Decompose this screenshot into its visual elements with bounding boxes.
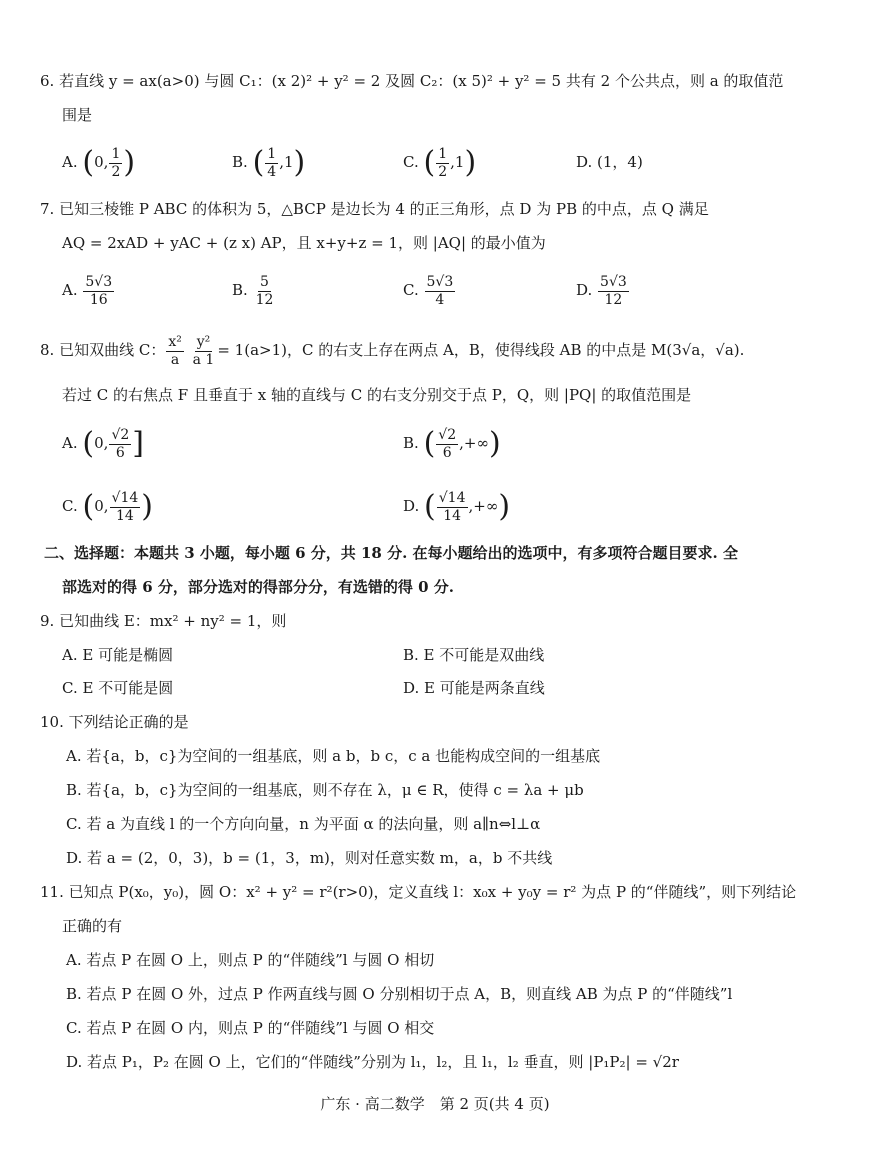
q11-option-c: C. 若点 P 在圆 O 内，则点 P 的“伴随线”l 与圆 O 相交 (66, 1019, 435, 1037)
q7-option-d: D. $\frac{5√3}{12}$ (576, 273, 627, 308)
q7-option-b: B. $\frac{5}{12}$ (232, 273, 274, 308)
q9-option-a: A. E 可能是椭圆 (62, 646, 174, 664)
q6-option-b: B. ( $\frac{1}{4}$ ,1) (232, 145, 306, 180)
q10-stem: 10. 下列结论正确的是 (40, 713, 189, 731)
q8-option-a: A. (0, $\frac{√2}{6}$ ] (62, 426, 144, 461)
q9-option-d: D. E 可能是两条直线 (403, 679, 545, 697)
q11-option-a: A. 若点 P 在圆 O 上，则点 P 的“伴随线”l 与圆 O 相切 (66, 951, 435, 969)
q6-stem-line1: 6. 若直线 y = ax(a>0) 与圆 C₁：(x 2)² + y² = 2 及圆 C₂：(x 5)² + y² = 5 共有 2 个公共点，则 a 的取值范 (40, 72, 784, 90)
q8-option-b: B. ( $\frac{√2}{6}$ ,+∞) (403, 426, 501, 461)
q7-option-c: C. $\frac{5√3}{4}$ (403, 273, 454, 308)
q10-option-a: A. 若{a，b，c}为空间的一组基底，则 a b，b c，c a 也能构成空间的一组基底 (66, 747, 601, 765)
q8-option-d: D. ( $\frac{√14}{14}$ ,+∞) (403, 489, 511, 524)
section2-header-line1: 二、选择题：本题共 3 小题，每小题 6 分，共 18 分. 在每小题给出的选项中，有多项符合题目要求. 全 (44, 544, 738, 562)
q7-stem-line1: 7. 已知三棱锥 P ABC 的体积为 5，△BCP 是边长为 4 的正三角形，点 D 为 PB 的中点，点 Q 满足 (40, 200, 709, 218)
q11-option-b: B. 若点 P 在圆 O 外，过点 P 作两直线与圆 O 分别相切于点 A，B，则直线 AB 为点 P 的“伴随线”l (66, 985, 733, 1003)
q11-stem-line2: 正确的有 (62, 917, 123, 935)
q7-option-a: A. $\frac{5√3}{16}$ (62, 273, 113, 308)
q11-option-d: D. 若点 P₁，P₂ 在圆 O 上，它们的“伴随线”分别为 l₁，l₂，且 l₁，l₂ 垂直，则 |P₁P₂| = √2r (66, 1053, 679, 1071)
q10-option-b: B. 若{a，b，c}为空间的一组基底，则不存在 λ，μ ∈ R，使得 c = λa + μb (66, 781, 584, 799)
page-footer: 广东 · 高二数学 第 2 页(共 4 页) (320, 1095, 550, 1113)
q6-stem-line2: 围是 (62, 106, 93, 124)
q9-option-c: C. E 不可能是圆 (62, 679, 174, 697)
q9-option-b: B. E 不可能是双曲线 (403, 646, 545, 664)
q9-stem: 9. 已知曲线 E：mx² + ny² = 1，则 (40, 612, 287, 630)
q11-stem-line1: 11. 已知点 P(x₀，y₀)，圆 O：x² + y² = r²(r>0)，定义直线 l：x₀x + y₀y = r² 为点 P 的“伴随线”，则下列结论 (40, 883, 797, 901)
q10-option-d: D. 若 a = (2，0，3)，b = (1，3，m)，则对任意实数 m，a，b 不共线 (66, 849, 553, 867)
q6-option-d: D. (1，4) (576, 153, 643, 171)
section2-header-line2: 部选对的得 6 分，部分选对的得部分分，有选错的得 0 分. (62, 578, 454, 596)
q10-option-c: C. 若 a 为直线 l 的一个方向向量，n 为平面 α 的法向量，则 a∥n⇔l⊥α (66, 815, 541, 833)
q6-option-a: A. (0, $\frac{1}{2}$ ) (62, 145, 136, 180)
q8-stem-line1: 8. 已知双曲线 C： $\frac{\text{x²}}{a}$ $\frac{\text{y²}}{a 1}$ = 1(a>1)，C 的右支上存在两点 A，B，使得线段 AB 的中点是 M(3√a，√a). (40, 333, 745, 368)
q7-stem-line2: AQ = 2xAD + yAC + (z x) AP，且 x+y+z = 1，则 |AQ| 的最小值为 (62, 234, 546, 252)
q6-option-c: C. ( $\frac{1}{2}$ ,1) (403, 145, 477, 180)
q8-stem-line2: 若过 C 的右焦点 F 且垂直于 x 轴的直线与 C 的右支分别交于点 P，Q，则 |PQ| 的取值范围是 (62, 386, 692, 404)
q8-option-c: C. (0, $\frac{√14}{14}$ ) (62, 489, 154, 524)
